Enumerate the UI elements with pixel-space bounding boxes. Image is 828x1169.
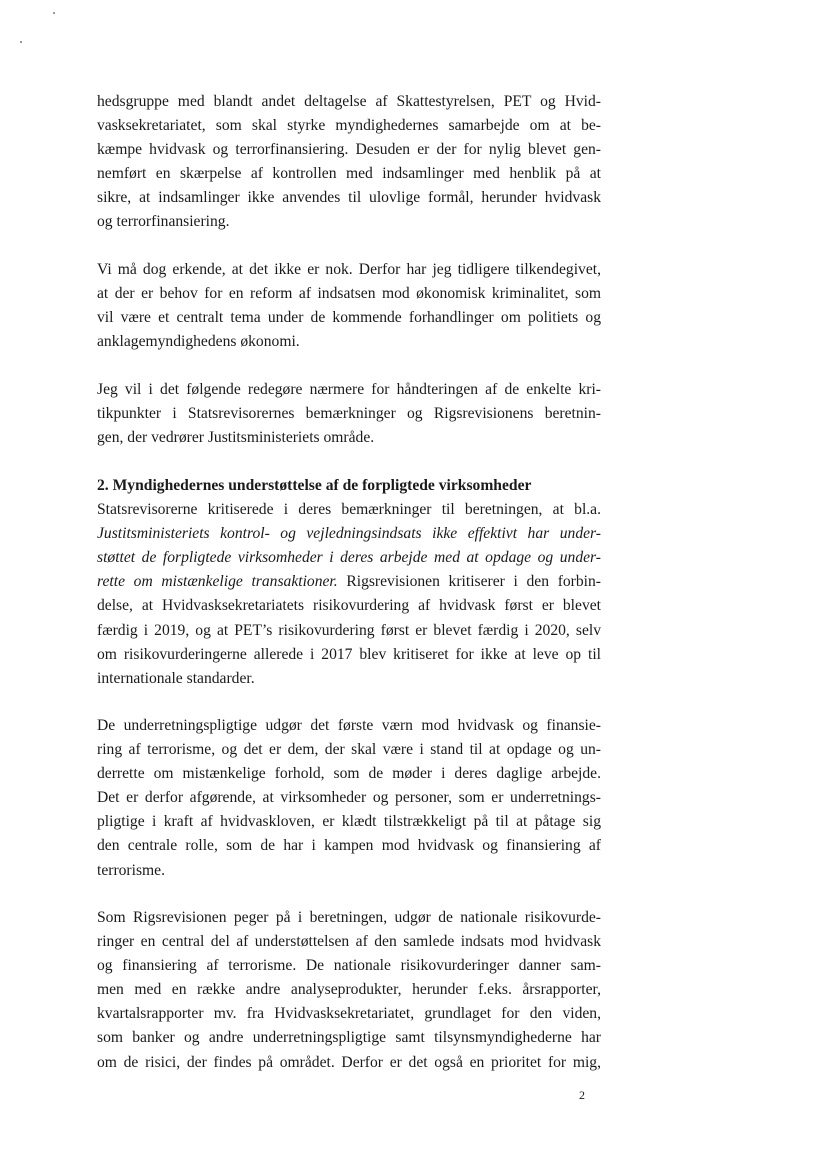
text-line: som banker og andre underretningspligtige samt tilsynsmyndighederne har (97, 1029, 601, 1047)
text-line: Vi må dog erkende, at det ikke er nok. Derfor har jeg tidligere tilkendegivet, (97, 261, 601, 278)
text-line: tikpunkter i Statsrevisorernes bemærkninger og Rigsrevisionens beretnin- (97, 405, 601, 423)
text-line: om risikovurderingerne allerede i 2017 blev kritiseret for ikke at leve op til (97, 645, 601, 663)
paragraph-5 (97, 714, 601, 883)
scan-speck (53, 12, 55, 14)
text-line: gen, der vedrører Justitsministeriets område. (97, 429, 375, 447)
text-line: og finansiering af terrorisme. De nationale risikovurderinger danner sam- (97, 957, 601, 975)
text-line: derrette om mistænkelige forhold, som de møder i deres daglige arbejde. (97, 765, 601, 783)
italic-text-line (97, 522, 601, 546)
text-line: nemført en skærpelse af kontrollen med indsamlinger med henblik på at (97, 165, 601, 183)
text-run: Rigsrevisionen kritiserer i den forbin- (337, 573, 601, 591)
text-line: anklagemyndighedens økonomi. (97, 333, 300, 351)
italic-quote: rette om mistænkelige transaktioner. (97, 573, 338, 591)
text-line: internationale standarder. (97, 669, 255, 687)
text-line: terrorisme. (97, 861, 165, 879)
section-2 (97, 474, 601, 691)
text-line: De underretningspligtige udgør det første værn mod hvidvask og finansie- (97, 717, 601, 734)
text-line: vil være et centralt tema under de kommende forhandlinger om politiets og (97, 309, 601, 327)
italic-quote: støttet de forpligtede virksomheder i deres arbejde med at opdage og under- (97, 549, 601, 567)
text-line: pligtige i kraft af hvidvaskloven, er klædt tilstrækkeligt på til at påtage sig (97, 813, 601, 831)
text-line: vasksekretariatet, som skal styrke myndighedernes samarbejde om at be- (97, 117, 601, 135)
text-line: ring af terrorisme, og det er dem, der skal være i stand til at opdage og un- (97, 741, 601, 759)
scan-speck (20, 41, 22, 43)
text-line: Jeg vil i det følgende redegøre nærmere for håndteringen af de enkelte kri- (97, 381, 601, 398)
text-line: Som Rigsrevisionen peger på i beretningen, udgør de nationale risikovurde- (97, 909, 601, 926)
text-line: den centrale rolle, som de har i kampen mod hvidvask og finansiering af (97, 837, 601, 855)
section-heading: 2. Myndighedernes understøttelse af de forpligtede virksomheder (97, 477, 532, 494)
text-line: kvartalsrapporter mv. fra Hvidvasksekretariatet, grundlaget for den viden, (97, 1005, 601, 1023)
text-line: Statsrevisorerne kritiserede i deres bemærkninger til beretningen, at bl.a. (97, 501, 601, 519)
paragraph-1 (97, 90, 601, 235)
text-line: ringer en central del af understøttelsen af den samlede indsats mod hvidvask (97, 933, 601, 951)
paragraph-2 (97, 258, 601, 354)
text-line: kæmpe hvidvask og terrorfinansiering. Desuden er der for nylig blevet gen- (97, 141, 601, 159)
page-number: 2 (579, 1088, 585, 1102)
paragraph-6 (97, 906, 601, 1075)
text-line: færdig i 2019, og at PET’s risikovurdering først er blevet færdig i 2020, selv (97, 621, 601, 639)
italic-quote: Justitsministeriets kontrol- og vejledningsindsats ikke effektivt har under- (97, 525, 601, 543)
text-line: men med en række andre analyseprodukter, herunder f.eks. årsrapporter, (97, 981, 601, 999)
text-line: hedsgruppe med blandt andet deltagelse af Skattestyrelsen, PET og Hvid- (97, 93, 601, 110)
text-line: og terrorfinansiering. (97, 213, 230, 231)
text-line: om de risici, der findes på området. Derfor er det også en prioritet for mig, (97, 1053, 601, 1071)
text-line: at der er behov for en reform af indsatsen mod økonomisk kriminalitet, som (97, 285, 601, 303)
paragraph-3 (97, 378, 601, 450)
text-line: Det er derfor afgørende, at virksomheder og personer, som er underretnings- (97, 789, 601, 807)
text-line: sikre, at indsamlinger ikke anvendes til ulovlige formål, herunder hvidvask (97, 189, 601, 207)
mixed-text-line (97, 570, 601, 594)
italic-text-line (97, 546, 601, 570)
text-line: delse, at Hvidvasksekretariatets risikovurdering af hvidvask først er blevet (97, 597, 601, 615)
